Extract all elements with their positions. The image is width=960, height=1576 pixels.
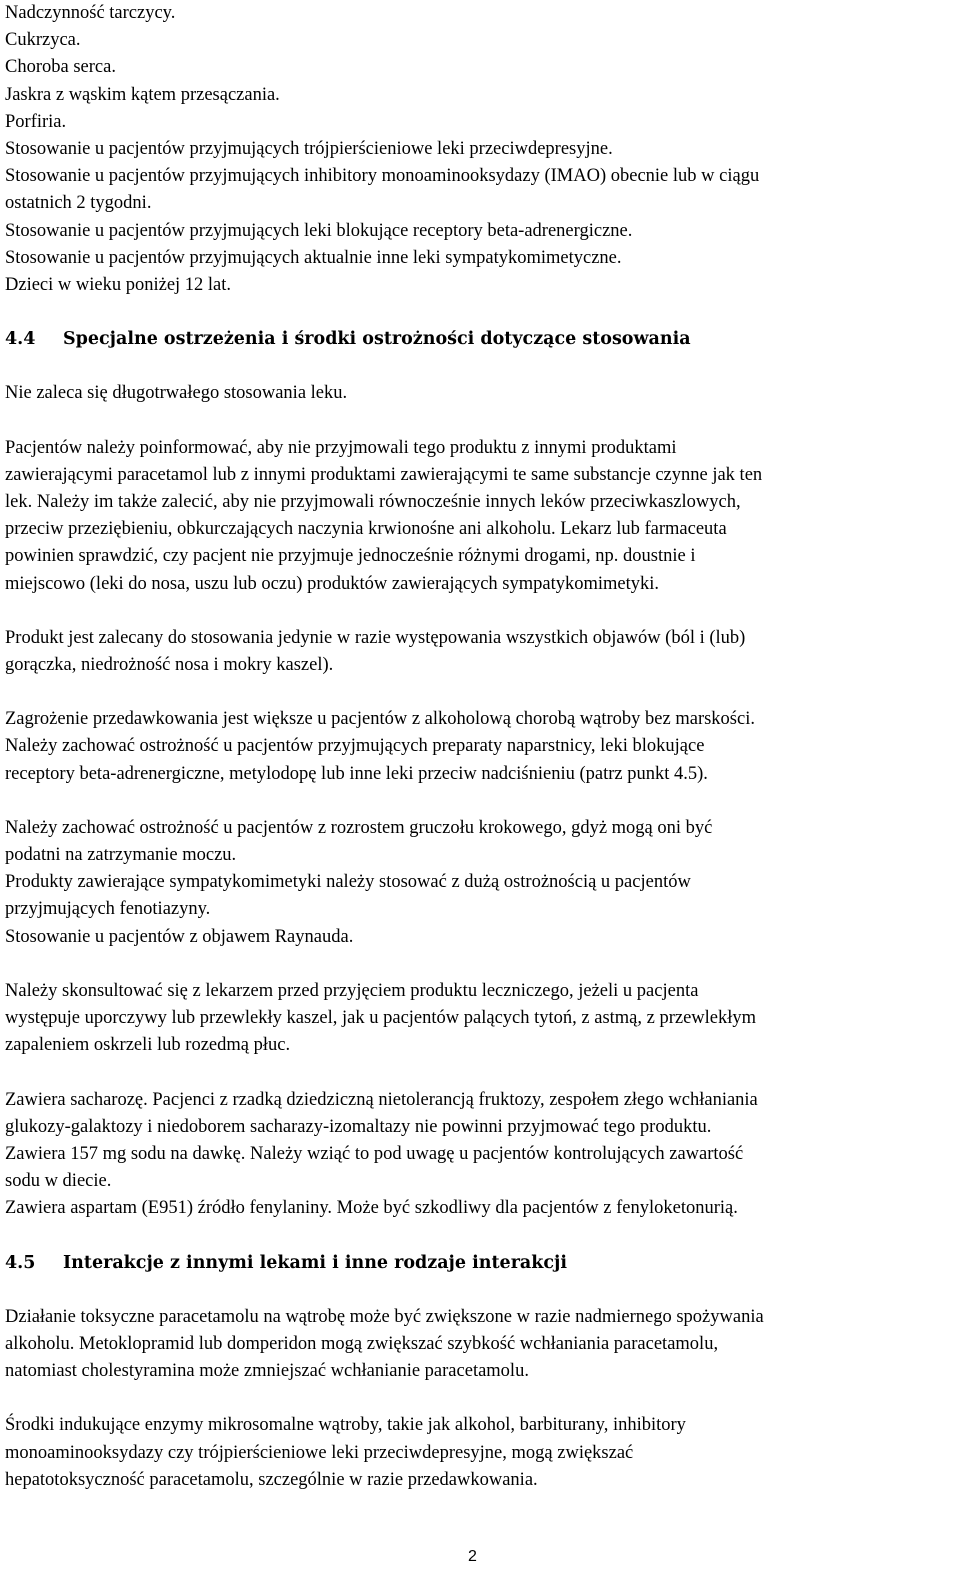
text-line: podatni na zatrzymanie moczu. xyxy=(5,845,237,866)
text-line: przyjmujących fenotiazyny. xyxy=(5,899,211,920)
text-line: lek. Należy im także zalecić, aby nie przyjmowali równocześnie innych leków przeciwkaszlowych, xyxy=(5,492,741,513)
document-page xyxy=(5,0,950,1494)
text-line: Produkty zawierające sympatykomimetyki należy stosować z dużą ostrożnością u pacjentów xyxy=(5,872,691,893)
text-line: Zawiera sacharozę. Pacjenci z rzadką dziedziczną nietolerancją fruktozy, zespołem złego wchłaniania xyxy=(5,1089,758,1110)
list-item: Jaskra z wąskim kątem przesączania. xyxy=(5,84,280,105)
list-item: Cukrzyca. xyxy=(5,30,81,51)
text-line: Pacjentów należy poinformować, aby nie przyjmowali tego produktu z innymi produktami xyxy=(5,437,677,458)
text-line: przeciw przeziębieniu, obkurczających naczynia krwionośne ani alkoholu. Lekarz lub farmaceuta xyxy=(5,519,727,540)
list-item: Choroba serca. xyxy=(5,57,116,78)
section-title: Specjalne ostrzeżenia i środki ostrożności dotyczące stosowania xyxy=(63,329,691,350)
text-line: miejscowo (leki do nosa, uszu lub oczu) produktów zawierających sympatykomimetyki. xyxy=(5,573,660,594)
paragraph: Nie zaleca się długotrwałego stosowania leku. xyxy=(5,383,348,404)
paragraph xyxy=(5,1412,950,1494)
paragraph xyxy=(5,1304,950,1386)
text-line: glukozy-galaktozy i niedoborem sacharazy-izomaltazy nie powinni przyjmować tego produktu. xyxy=(5,1116,712,1137)
page-number: 2 xyxy=(468,1548,477,1565)
text-line: alkoholu. Metoklopramid lub domperidon mogą zwiększać szybkość wchłaniania paracetamolu, xyxy=(5,1333,719,1354)
text-line: Produkt jest zalecany do stosowania jedynie w razie występowania wszystkich objawów (ból i (lub) xyxy=(5,627,746,648)
section-number: 4.4 xyxy=(5,329,36,350)
paragraph xyxy=(5,815,950,951)
text-line: Należy zachować ostrożność u pacjentów z rozrostem gruczołu krokowego, gdyż mogą oni być xyxy=(5,817,713,838)
text-line: występuje uporczywy lub przewlekły kaszel, jak u pacjentów palących tytoń, z astmą, z przewlekłym xyxy=(5,1008,757,1029)
list-item: Dzieci w wieku poniżej 12 lat. xyxy=(5,275,232,296)
text-line: natomiast cholestyramina może zmniejszać wchłanianie paracetamolu. xyxy=(5,1361,529,1382)
text-line: zapaleniem oskrzeli lub rozedmą płuc. xyxy=(5,1035,291,1056)
section-title: Interakcje z innymi lekami i inne rodzaje interakcji xyxy=(63,1252,568,1273)
contraindications-list xyxy=(5,0,950,299)
text-line: receptory beta-adrenergiczne, metylodopę lub inne leki przeciw nadciśnieniu (patrz punkt 4.5). xyxy=(5,763,708,784)
text-line: hepatotoksyczność paracetamolu, szczególnie w razie przedawkowania. xyxy=(5,1469,538,1490)
list-item: Stosowanie u pacjentów przyjmujących leki blokujące receptory beta-adrenergiczne. xyxy=(5,220,633,241)
paragraph xyxy=(5,1087,950,1223)
list-item: ostatnich 2 tygodni. xyxy=(5,193,152,214)
text-line: sodu w diecie. xyxy=(5,1171,112,1192)
paragraph xyxy=(5,435,950,598)
text-line: Stosowanie u pacjentów z objawem Raynauda. xyxy=(5,926,354,947)
paragraph xyxy=(5,625,950,679)
text-line: Środki indukujące enzymy mikrosomalne wątroby, takie jak alkohol, barbiturany, inhibitory xyxy=(5,1415,686,1436)
text-line: powinien sprawdzić, czy pacjent nie przyjmuje jednocześnie różnymi drogami, np. doustnie i xyxy=(5,546,696,567)
paragraph xyxy=(5,706,950,788)
text-line: monoaminooksydazy czy trójpierścieniowe leki przeciwdepresyjne, mogą zwiększać xyxy=(5,1442,634,1463)
text-line: Należy zachować ostrożność u pacjentów przyjmujących preparaty naparstnicy, leki blokujące xyxy=(5,736,705,757)
list-item: Stosowanie u pacjentów przyjmujących inhibitory monoaminooksydazy (IMAO) obecnie lub w ciągu xyxy=(5,166,760,187)
paragraph xyxy=(5,978,950,1060)
text-line: Działanie toksyczne paracetamolu na wątrobę może być zwiększone w razie nadmiernego spożywania xyxy=(5,1306,764,1327)
section-number: 4.5 xyxy=(5,1252,36,1273)
text-line: zawierającymi paracetamol lub z innymi produktami zawierającymi te same substancje czynne jak ten xyxy=(5,464,763,485)
section-heading-4-4 xyxy=(5,326,950,353)
list-item: Stosowanie u pacjentów przyjmujących trójpierścieniowe leki przeciwdepresyjne. xyxy=(5,139,613,160)
text-line: Należy skonsultować się z lekarzem przed przyjęciem produktu leczniczego, jeżeli u pacjenta xyxy=(5,980,699,1001)
list-item: Porfiria. xyxy=(5,111,67,132)
list-item: Stosowanie u pacjentów przyjmujących aktualnie inne leki sympatykomimetyczne. xyxy=(5,247,622,268)
text-line: gorączka, niedrożność nosa i mokry kaszel). xyxy=(5,655,334,676)
text-line: Zagrożenie przedawkowania jest większe u pacjentów z alkoholową chorobą wątroby bez marskości. xyxy=(5,709,755,730)
text-line: Zawiera 157 mg sodu na dawkę. Należy wziąć to pod uwagę u pacjentów kontrolujących zawartość xyxy=(5,1143,744,1164)
text-line: Zawiera aspartam (E951) źródło fenylaniny. Może być szkodliwy dla pacjentów z fenyloketonurią. xyxy=(5,1198,738,1219)
list-item: Nadczynność tarczycy. xyxy=(5,3,176,23)
section-heading-4-5 xyxy=(5,1250,950,1277)
